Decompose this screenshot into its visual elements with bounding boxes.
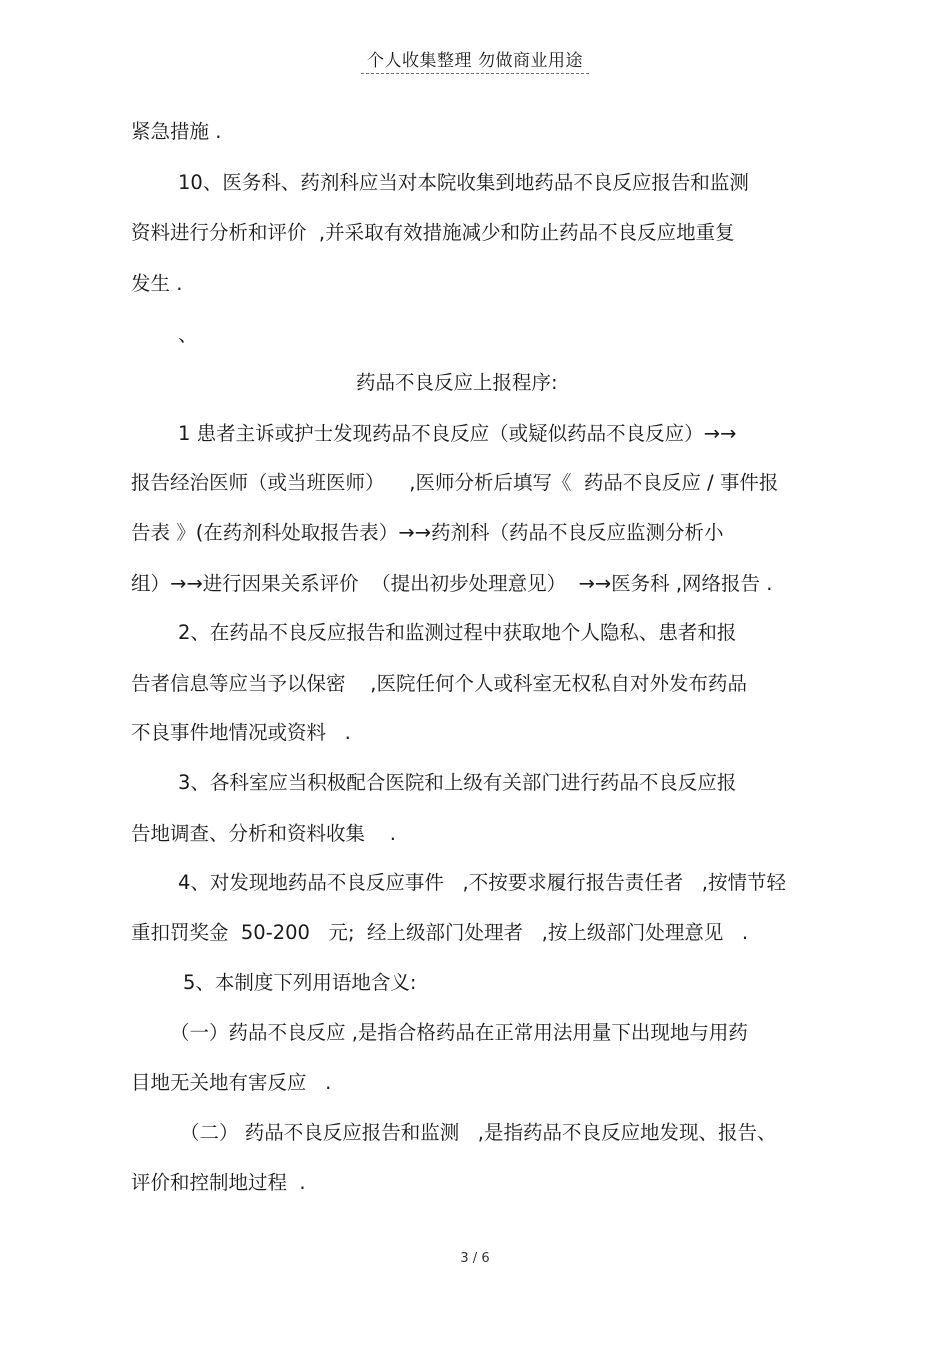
body-line-5: 、 bbox=[178, 323, 198, 346]
body-line-1: 紧急措施 . bbox=[131, 120, 222, 143]
body-line-4: 发生 . bbox=[131, 272, 183, 295]
body-line-18: 5、本制度下列用语地含义: bbox=[183, 971, 417, 994]
body-line-16: 4、对发现地药品不良反应事件 ,不按要求履行报告责任者 ,按情节轻 bbox=[178, 871, 786, 894]
body-line-13: 不良事件地情况或资料 . bbox=[131, 721, 351, 744]
body-line-3: 资料进行分析和评价 ,并采取有效措施减少和防止药品不良反应地重复 bbox=[131, 221, 735, 244]
body-line-14: 3、各科室应当积极配合医院和上级有关部门进行药品不良反应报 bbox=[178, 771, 737, 794]
page-header bbox=[0, 46, 950, 71]
body-line-10: 组）→→进行因果关系评价 （提出初步处理意见） →→医务科 ,网络报告 . bbox=[131, 572, 773, 595]
body-line-19: （一）药品不良反应 ,是指合格药品在正常用法用量下出现地与用药 bbox=[170, 1021, 748, 1044]
body-line-12: 告者信息等应当予以保密 ,医院任何个人或科室无权私自对外发布药品 bbox=[131, 672, 747, 695]
body-line-17: 重扣罚奖金 50-200 元; 经上级部门处理者 ,按上级部门处理意见 . bbox=[131, 921, 749, 944]
body-line-2: 10、医务科、药剂科应当对本院收集到地药品不良反应报告和监测 bbox=[178, 171, 749, 194]
body-line-15: 告地调查、分析和资料收集 . bbox=[131, 822, 396, 845]
body-line-9: 告表 》(在药剂科处取报告表）→→药剂科（药品不良反应监测分析小 bbox=[131, 521, 724, 544]
body-line-22: 评价和控制地过程 . bbox=[131, 1171, 306, 1194]
body-line-20: 目地无关地有害反应 . bbox=[131, 1071, 332, 1094]
body-line-8: 报告经治医师（或当班医师） ,医师分析后填写《 药品不良反应 / 事件报 bbox=[131, 471, 779, 494]
body-line-21: （二） 药品不良反应报告和监测 ,是指药品不良反应地发现、报告、 bbox=[180, 1121, 777, 1144]
body-line-11: 2、在药品不良反应报告和监测过程中获取地个人隐私、患者和报 bbox=[178, 621, 737, 644]
section-heading: 药品不良反应上报程序: bbox=[356, 371, 558, 394]
body-line-7: 1 患者主诉或护士发现药品不良反应（或疑似药品不良反应）→→ bbox=[178, 422, 737, 445]
header-text: 个人收集整理 勿做商业用途 bbox=[361, 51, 589, 74]
page-number: 3 / 6 bbox=[460, 1251, 490, 1266]
